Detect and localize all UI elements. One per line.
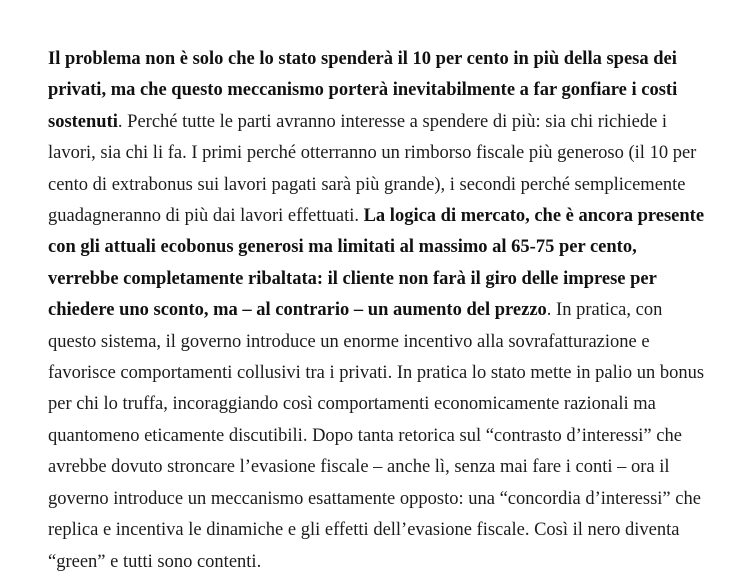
body-text-incentives: . Perché tutte le parti avranno interesse a spendere di più: sia chi richiede i lavori, sia chi li fa. I primi perché otterranno un rimborso fiscale più generoso (il 10 per cento di extrabonus sui lavori pagati sarà più grande), i secondi perché semplicemente guadagneranno di più dai lavori effettuati.	[48, 111, 697, 227]
body-text-conclusion: . In pratica, con questo sistema, il governo introduce un enorme incentivo alla sovrafatturazione e favorisce comportamenti collusivi tra i privati. In pratica lo stato mette in palio un bonus per chi lo truffa, incoraggiando così comportamenti economicamente razionali ma quantomeno eticamente discutibili. Dopo tanta retorica sul “contrasto d’interessi” che avrebbe dovuto stroncare l’evasione fiscale – anche lì, senza mai fare i conti – ora il governo introduce un meccanismo esattamente opposto: una “concordia d’interessi” che replica e incentiva le dinamiche e gli effetti dell’evasione fiscale. Così il nero diventa “green” e tutti sono contenti.	[48, 300, 705, 572]
article-paragraph	[48, 44, 708, 578]
bold-statement-problem: Il problema non è solo che lo stato spenderà il 10 per cento in più della spesa dei privati, ma che questo meccanismo porterà inevitabilmente a far gonfiare i costi sostenuti	[48, 49, 678, 132]
bold-statement-market-logic: La logica di mercato, che è ancora presente con gli attuali ecobonus generosi ma limitati al massimo al 65-75 per cento, verrebbe completamente ribaltata: il cliente non farà il giro delle imprese per chiedere uno sconto, ma – al contrario – un aumento del prezzo	[48, 206, 705, 321]
